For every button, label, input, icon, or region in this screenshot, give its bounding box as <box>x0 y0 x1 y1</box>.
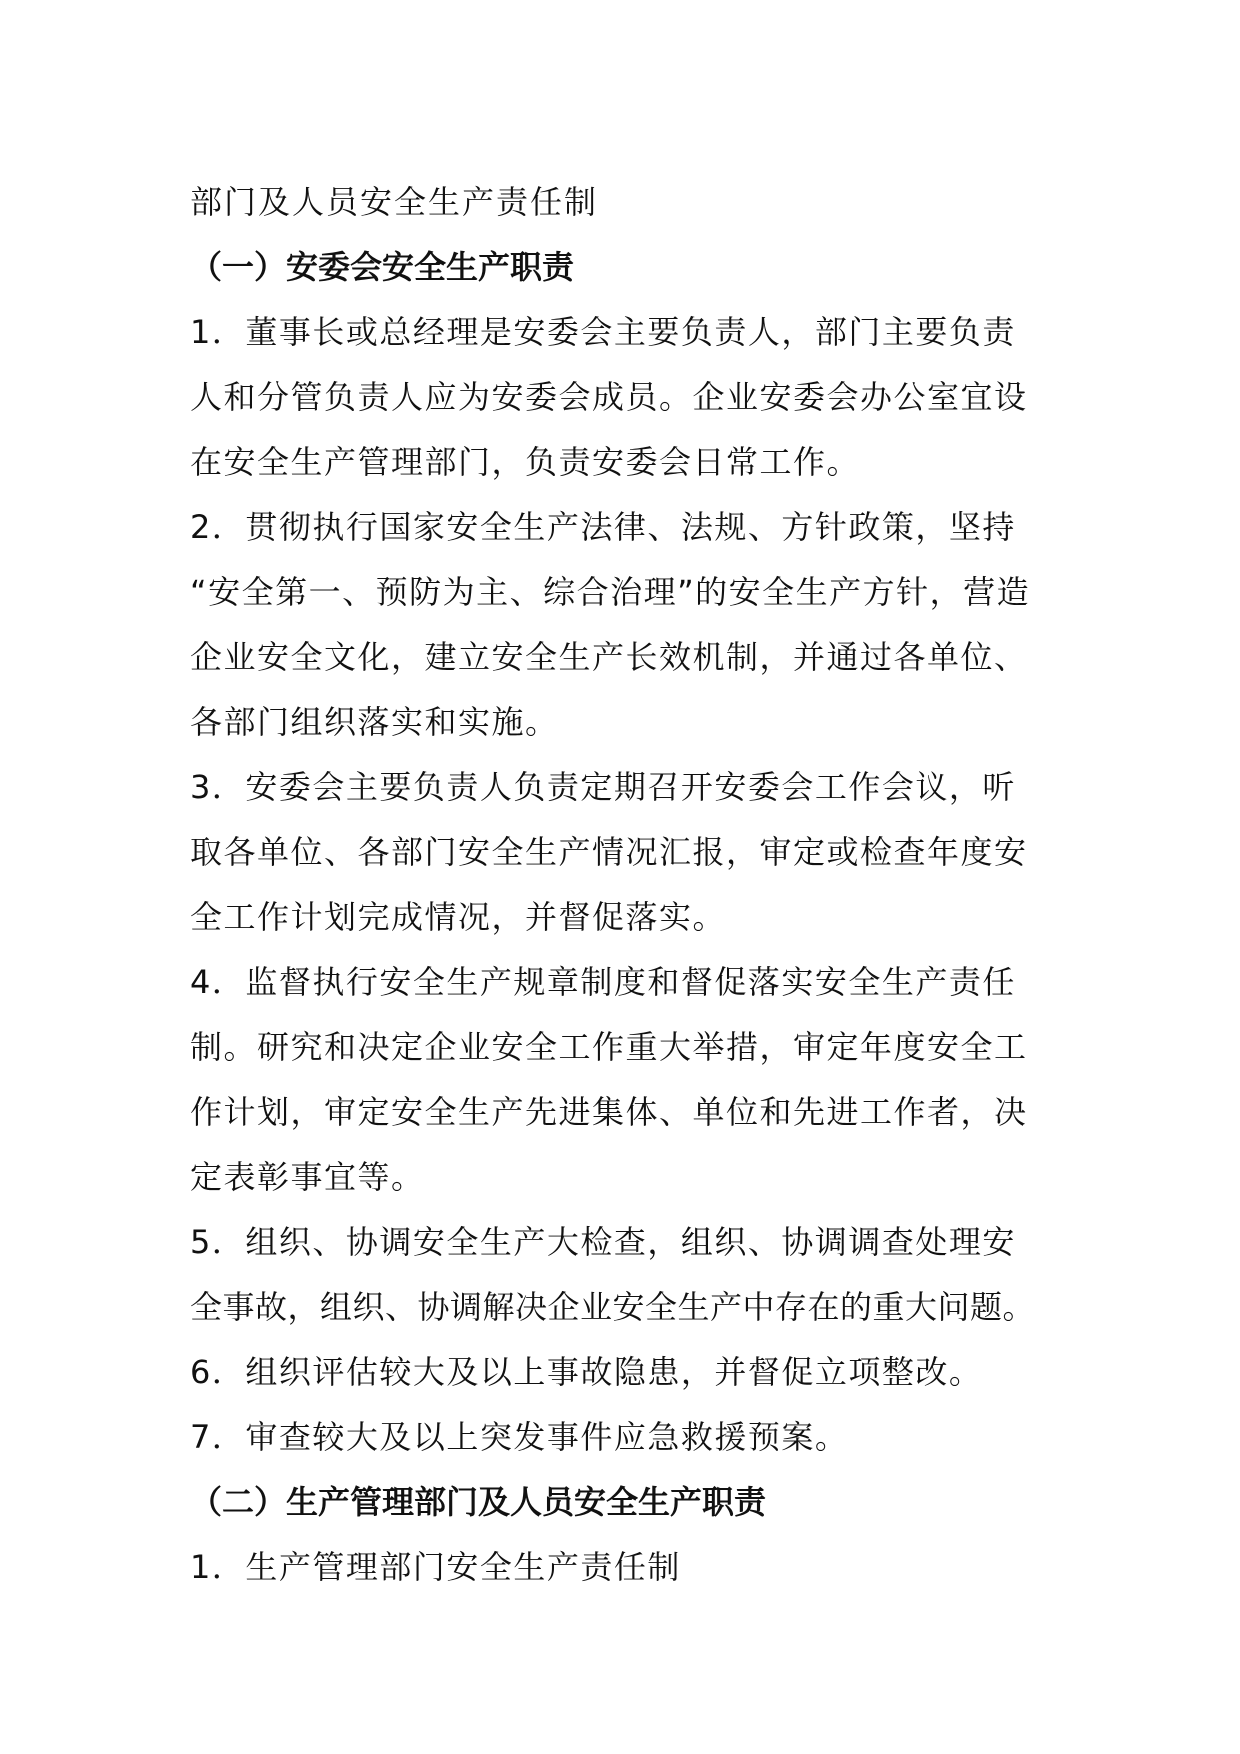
paragraph-line: “安全第一、预防为主、综合治理”的安全生产方针，营造 <box>190 573 1031 611</box>
paragraph-line: 定表彰事宜等。 <box>190 1158 425 1196</box>
paragraph-line: 制。研究和决定企业安全工作重大举措，审定年度安全工 <box>190 1028 1028 1066</box>
section-heading-2: （二）生产管理部门及人员安全生产职责 <box>190 1483 767 1521</box>
paragraph-line: 人和分管负责人应为安委会成员。企业安委会办公室宜设 <box>190 378 1028 416</box>
document-page <box>190 170 1070 1600</box>
paragraph-line: 3．安委会主要负责人负责定期召开安委会工作会议，听 <box>190 768 1016 806</box>
paragraph-line: 全事故，组织、协调解决企业安全生产中存在的重大问题。 <box>190 1288 1036 1326</box>
paragraph-line: 2．贯彻执行国家安全生产法律、法规、方针政策，坚持 <box>190 508 1016 546</box>
paragraph-line: 取各单位、各部门安全生产情况汇报，审定或检查年度安 <box>190 833 1028 871</box>
paragraph-line: 1．生产管理部门安全生产责任制 <box>190 1548 681 1586</box>
paragraph-line: 在安全生产管理部门，负责安委会日常工作。 <box>190 443 861 481</box>
paragraph-line: 全工作计划完成情况，并督促落实。 <box>190 898 727 936</box>
paragraph-line: 7．审查较大及以上突发事件应急救援预案。 <box>190 1418 849 1456</box>
paragraph-line: 各部门组织落实和实施。 <box>190 703 559 741</box>
paragraph-line: 企业安全文化，建立安全生产长效机制，并通过各单位、 <box>190 638 1028 676</box>
section-heading-1: （一）安委会安全生产职责 <box>190 248 575 286</box>
paragraph-line: 5．组织、协调安全生产大检查，组织、协调调查处理安 <box>190 1223 1016 1261</box>
paragraph-line: 4．监督执行安全生产规章制度和督促落实安全生产责任 <box>190 963 1016 1001</box>
paragraph-line: 6．组织评估较大及以上事故隐患，并督促立项整改。 <box>190 1353 983 1391</box>
paragraph-line: 1．董事长或总经理是安委会主要负责人，部门主要负责 <box>190 313 1016 351</box>
paragraph-line: 作计划，审定安全生产先进集体、单位和先进工作者，决 <box>190 1093 1028 1131</box>
document-title: 部门及人员安全生产责任制 <box>190 183 599 221</box>
